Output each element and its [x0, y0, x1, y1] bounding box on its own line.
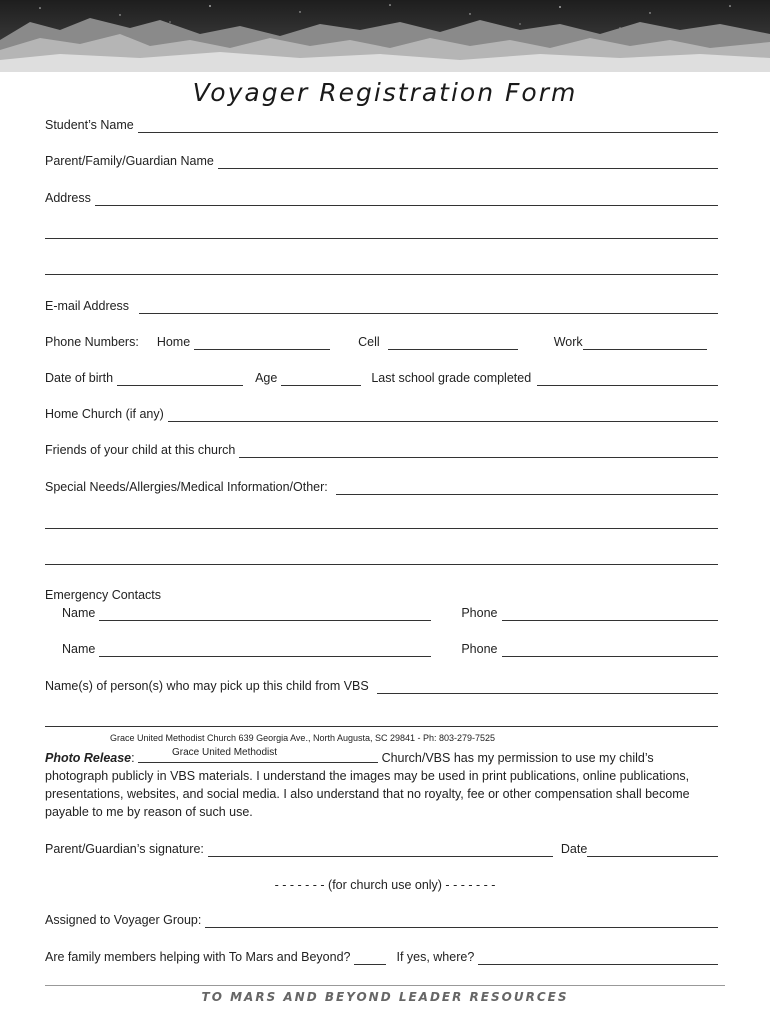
emergency-phone-1-line[interactable] [502, 609, 719, 621]
emergency-contact-1-row [62, 606, 718, 621]
student-name-line[interactable] [138, 121, 718, 133]
last-grade-label: Last school grade completed [371, 371, 532, 385]
work-phone-line[interactable] [583, 338, 707, 350]
church-name-fill: Grace United Methodist [172, 747, 278, 758]
photo-release-permission: Church/VBS has my permission to use my child’s [381, 751, 654, 765]
address-label: Address [45, 191, 91, 205]
emergency-name-2-line[interactable] [99, 645, 431, 657]
home-church-label: Home Church (if any) [45, 407, 164, 421]
parent-name-label: Parent/Family/Guardian Name [45, 154, 214, 168]
assigned-group-line[interactable] [205, 916, 718, 928]
emergency-contacts-heading: Emergency Contacts [45, 588, 162, 602]
dob-row [45, 371, 718, 386]
photo-release-label: Photo Release [45, 751, 132, 765]
cell-phone-line[interactable] [388, 338, 518, 350]
last-grade-line[interactable] [537, 374, 718, 386]
if-yes-line[interactable] [478, 953, 718, 965]
footer-divider [45, 985, 725, 986]
date-label: Date [560, 842, 588, 856]
phone-numbers-label: Phone Numbers: [45, 335, 139, 349]
cell-phone-label: Cell [358, 335, 380, 349]
phone-row [45, 335, 725, 350]
assigned-group-row [45, 913, 718, 928]
pickup-row [45, 679, 718, 694]
signature-row [45, 842, 718, 857]
dob-line[interactable] [117, 374, 243, 386]
footer-text: TO MARS AND BEYOND LEADER RESOURCES [201, 990, 569, 1004]
if-yes-label: If yes, where? [396, 950, 475, 964]
signature-label: Parent/Guardian’s signature: [45, 842, 204, 856]
parent-name-line[interactable] [218, 157, 718, 169]
parent-name-row [45, 154, 718, 169]
church-use-divider: - - - - - - - (for church use only) - - - - - - - [274, 878, 496, 892]
address-row [45, 191, 718, 206]
pickup-line[interactable] [377, 682, 718, 694]
family-helping-line[interactable] [354, 953, 386, 965]
special-needs-row [45, 480, 718, 495]
email-row [45, 299, 718, 314]
family-helping-label: Are family members helping with To Mars and Beyond? [45, 950, 351, 964]
home-phone-label: Home [156, 335, 191, 349]
photo-release-body: photograph publicly in VBS materials. I understand the images may be used in print publications, online publications, presentations, websites, and social media. I also understand that no royalty, fee or other compensation shall become payable to me by reason of such use. [45, 769, 690, 819]
family-helping-row [45, 950, 718, 965]
friends-label: Friends of your child at this church [45, 443, 236, 457]
emergency-phone-2-line[interactable] [502, 645, 719, 657]
dob-label: Date of birth [45, 371, 114, 385]
emergency-name-1-line[interactable] [99, 609, 431, 621]
church-info: Grace United Methodist Church 639 Georgia Ave., North Augusta, SC 29841 - Ph: 803-279-7525 [110, 733, 496, 743]
emergency-name-2-label: Name [62, 642, 96, 656]
pickup-line-2[interactable] [45, 726, 718, 727]
friends-line[interactable] [239, 446, 718, 458]
student-name-label: Student’s Name [45, 118, 134, 132]
special-needs-line[interactable] [336, 483, 718, 495]
home-phone-line[interactable] [194, 338, 330, 350]
emergency-phone-2-label: Phone [461, 642, 498, 656]
signature-line[interactable] [208, 845, 553, 857]
emergency-phone-1-label: Phone [461, 606, 498, 620]
address-line-2[interactable] [45, 238, 718, 239]
emergency-name-1-label: Name [62, 606, 96, 620]
form-title: Voyager Registration Form [192, 78, 578, 107]
student-name-row [45, 118, 718, 133]
mars-landscape-banner [0, 0, 770, 72]
home-church-row [45, 407, 718, 422]
home-church-line[interactable] [168, 410, 718, 422]
work-phone-label: Work [553, 335, 583, 349]
email-label: E-mail Address [45, 299, 130, 313]
address-line[interactable] [95, 194, 718, 206]
email-line[interactable] [139, 302, 718, 314]
pickup-label: Name(s) of person(s) who may pick up this child from VBS [45, 679, 369, 693]
special-needs-label: Special Needs/Allergies/Medical Information/Other: [45, 480, 328, 494]
special-needs-line-3[interactable] [45, 564, 718, 565]
emergency-contacts-row [45, 588, 718, 603]
date-line[interactable] [587, 845, 718, 857]
photo-release-first-line: Photo Release: Church/VBS has my permission to use my child’s [45, 751, 654, 765]
photo-release-church-line[interactable] [138, 751, 378, 763]
address-line-3[interactable] [45, 274, 718, 275]
emergency-contact-2-row [62, 642, 718, 657]
friends-row [45, 443, 718, 458]
assigned-group-label: Assigned to Voyager Group: [45, 913, 202, 927]
age-label: Age [255, 371, 278, 385]
special-needs-line-2[interactable] [45, 528, 718, 529]
age-line[interactable] [281, 374, 361, 386]
